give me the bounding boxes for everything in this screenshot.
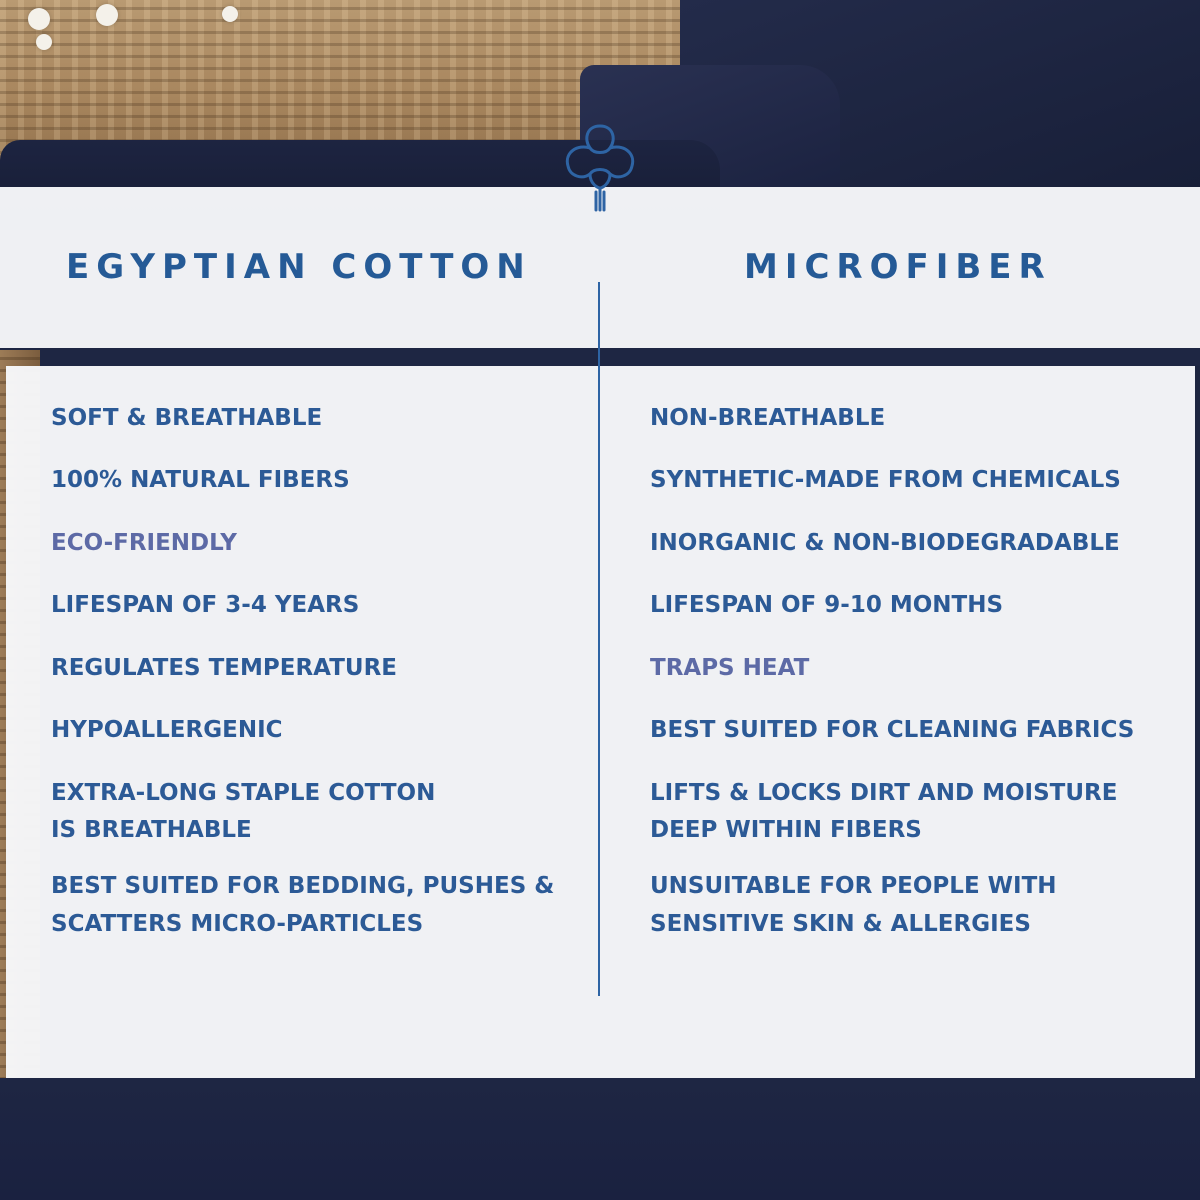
cotton-point: IS BREATHABLE <box>51 817 252 843</box>
cotton-point: BEST SUITED FOR BEDDING, PUSHES & <box>51 873 555 899</box>
cotton-point: 100% NATURAL FIBERS <box>51 467 350 493</box>
flower <box>222 6 238 22</box>
microfiber-point: INORGANIC & NON-BIODEGRADABLE <box>650 530 1120 556</box>
microfiber-point: UNSUITABLE FOR PEOPLE WITH <box>650 873 1057 899</box>
cotton-point: HYPOALLERGENIC <box>51 717 283 743</box>
flower <box>36 34 52 50</box>
flower <box>96 4 118 26</box>
egyptian-cotton-heading: EGYPTIAN COTTON <box>66 247 532 287</box>
cotton-point: REGULATES TEMPERATURE <box>51 655 397 681</box>
cotton-point: SOFT & BREATHABLE <box>51 405 323 431</box>
microfiber-heading: MICROFIBER <box>744 247 1052 287</box>
microfiber-point: DEEP WITHIN FIBERS <box>650 817 922 843</box>
microfiber-point: BEST SUITED FOR CLEANING FABRICS <box>650 717 1135 743</box>
microfiber-point: SENSITIVE SKIN & ALLERGIES <box>650 911 1031 937</box>
cotton-point: EXTRA-LONG STAPLE COTTON <box>51 780 436 806</box>
microfiber-point: TRAPS HEAT <box>650 655 810 681</box>
cotton-point: SCATTERS MICRO-PARTICLES <box>51 911 424 937</box>
cotton-point: ECO-FRIENDLY <box>51 530 237 556</box>
navy-fabric-band <box>0 348 1200 366</box>
microfiber-point: NON-BREATHABLE <box>650 405 886 431</box>
cotton-point: LIFESPAN OF 3-4 YEARS <box>51 592 360 618</box>
microfiber-point: LIFTS & LOCKS DIRT AND MOISTURE <box>650 780 1118 806</box>
microfiber-point: LIFESPAN OF 9-10 MONTHS <box>650 592 1004 618</box>
navy-fabric <box>0 1078 1200 1200</box>
column-divider <box>598 282 600 996</box>
flower <box>28 8 50 30</box>
microfiber-point: SYNTHETIC-MADE FROM CHEMICALS <box>650 467 1121 493</box>
cotton-boll-icon <box>556 118 644 214</box>
